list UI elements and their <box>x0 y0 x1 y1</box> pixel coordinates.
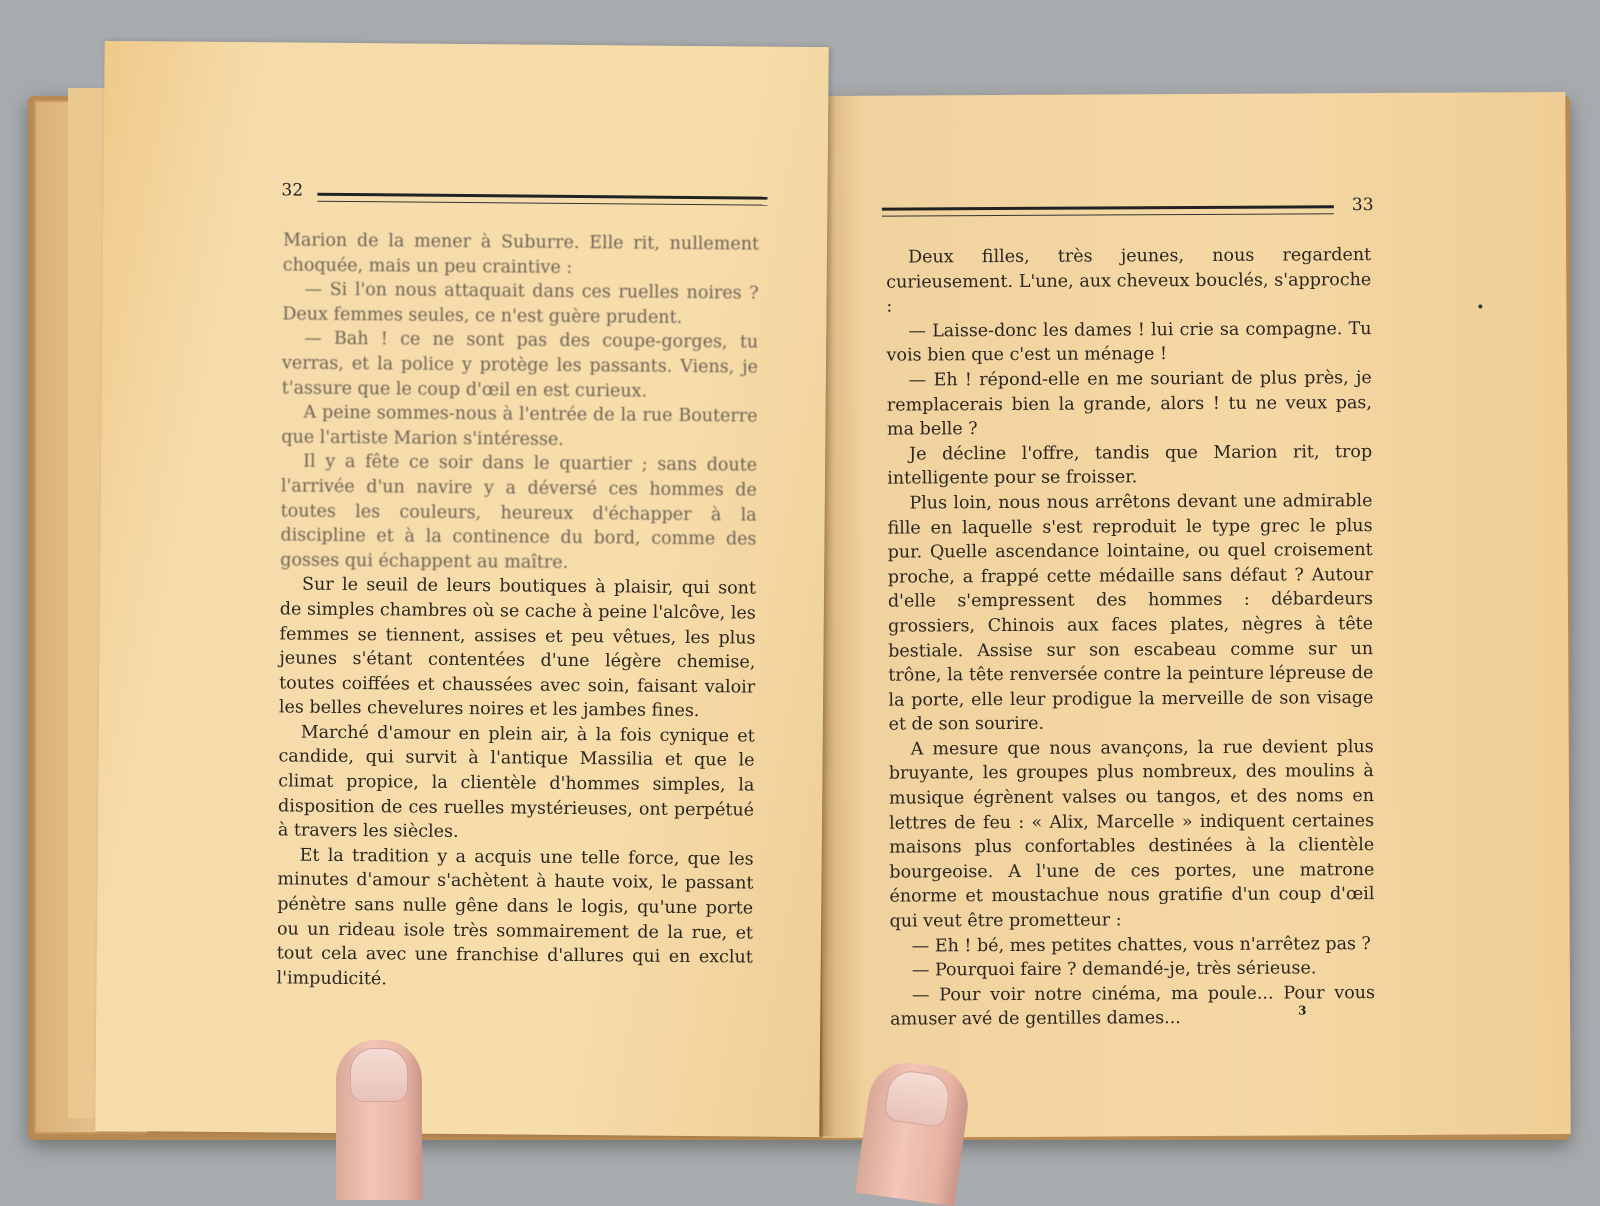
paragraph: Sur le seuil de leurs boutiques à plaisir, qui sont de simples chambres où se cache à peine l'alcôve, les femmes se tiennent, assises et peu vêtues, les plus jeunes s'étant contentées d'une légère chemise, toutes coiffées et chaussées avec soin, faisant valoir les belles chevelures noires et les jambes fines. <box>278 574 757 722</box>
paragraph: — Bah ! ce ne sont pas des coupe-gorges, tu verras, et la police y protège les passants. Viens, je t'assure que le coup d'œil en est curieux. <box>281 328 759 402</box>
right-header-rule <box>882 205 1334 210</box>
paragraph: Il y a fête ce soir dans le quartier ; sans doute l'arrivée d'un navire y a déversé ces hommes de toutes les couleurs, heureux d'échapper à la discipline et à la continence du bord, comme des gosses qui échappent au maître. <box>280 451 758 573</box>
right-page-number: 33 <box>1351 195 1374 216</box>
paragraph: — Si l'on nous attaquait dans ces ruelles noires ? Deux femmes seules, ce n'est guère prudent. <box>282 279 759 328</box>
left-thumbnail <box>350 1048 408 1102</box>
paragraph: — Pourquoi faire ? demandé-je, très sérieuse. <box>911 958 1317 981</box>
paragraph: Marché d'amour en plein air, à la fois cynique et candide, qui survit à l'antique Massilia et que le climat propice, la clientèle d'hommes simples, la disposition de ces ruelles mystérieuses, ont perpétué à travers les siècles. <box>277 722 755 843</box>
paragraph: Marion de la mener à Suburre. Elle rit, nullement choquée, mais un peu craintive : <box>282 230 760 278</box>
paragraph: — Eh ! répond-elle en me souriant de plus près, je remplacerais bien la grande, alors ! tu ne veux pas, ma belle ? <box>886 368 1372 440</box>
left-header-rule <box>317 193 767 200</box>
paragraph: A peine sommes-nous à l'entrée de la rue Bouterre que l'artiste Marion s'intéresse. <box>281 402 758 450</box>
left-page-number: 32 <box>281 180 304 201</box>
right-page-text <box>886 243 1375 1033</box>
paragraph: Je décline l'offre, tandis que Marion rit, trop intelligente pour se froisser. <box>887 441 1373 489</box>
paragraph: — Laisse-donc les dames ! lui crie sa compagne. Tu vois bien que c'est un ménage ! <box>886 318 1372 366</box>
left-thumb <box>336 1040 422 1200</box>
left-header-rule-thin <box>317 201 767 206</box>
paragraph: — Eh ! bé, mes petites chattes, vous n'arrêtez pas ? <box>911 933 1371 957</box>
paragraph: — Pour voir notre cinéma, ma poule... Pour vous amuser avé de gentilles dames... <box>890 982 1376 1031</box>
left-page-text <box>276 228 759 995</box>
right-thumbnail <box>883 1068 952 1128</box>
right-page <box>817 92 1570 1138</box>
right-header-rule-thin <box>882 213 1334 216</box>
paragraph: Deux filles, très jeunes, nous regardent curieusement. L'une, aux cheveux bouclés, s'approche : <box>886 245 1372 317</box>
signature-mark: 3 <box>1298 1003 1307 1018</box>
left-page <box>95 41 828 1137</box>
paragraph: A mesure que nous avançons, la rue devient plus bruyante, les groupes plus nombreux, des moulins à musique égrènent valses ou tangos, et des noms en lettres de feu : « Alix, Marcelle » indiquent certaines maisons plus confortables destinées à la clientèle bourgeoise. A l'une de ces portes, une matrone énorme et moustachue nous gratifie d'un coup d'œil qui veut être prometteur : <box>888 736 1375 932</box>
paragraph: Et la tradition y a acquis une telle force, que les minutes d'amour s'achètent à haute voix, le passant pénètre sans nulle gêne dans le logis, qu'une porte ou un rideau isole très sommairement de la rue, et tout cela avec une franchise d'allures qui en exclut l'impudicité. <box>276 845 754 990</box>
paragraph: Plus loin, nous nous arrêtons devant une admirable fille en laquelle s'est reproduit le type grec le plus pur. Quelle ascendance lointaine, ou quel croisement proche, a frappé cette médaille sans défaut ? Autour d'elle s'empressent des hommes : débardeurs grossiers, Chinois aux faces plates, nègres à tête bestiale. Assise sur son escabeau comme sur un trône, la tête renversée contre la peinture lépreuse de la porte, elle leur prodigue la merveille de son visage et de son sourire. <box>887 491 1374 735</box>
ink-speck <box>1478 304 1482 308</box>
